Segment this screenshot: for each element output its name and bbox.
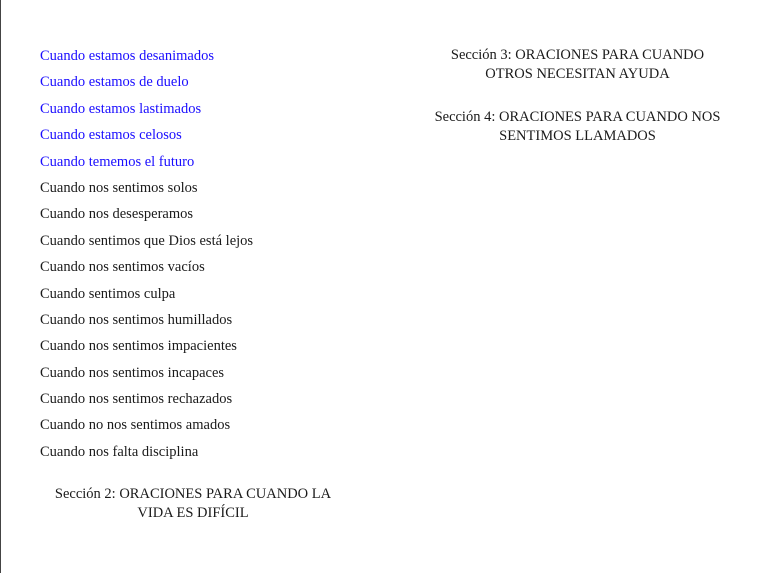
toc-item-link[interactable]: Cuando estamos desanimados xyxy=(40,48,214,64)
toc-item xyxy=(40,284,370,310)
toc-item-link[interactable]: Cuando estamos celosos xyxy=(40,127,182,144)
toc-item xyxy=(40,204,370,230)
toc-item-label: Cuando nos sentimos solos xyxy=(40,179,198,196)
toc-item-label: Cuando nos sentimos incapaces xyxy=(40,364,225,381)
toc-item[interactable] xyxy=(40,72,370,98)
toc-item[interactable] xyxy=(40,125,370,151)
toc-item-label: Cuando nos sentimos rechazados xyxy=(40,391,233,408)
toc-item-label: Cuando sentimos culpa xyxy=(40,285,176,302)
toc-left-column xyxy=(40,46,370,468)
toc-item-link[interactable]: Cuando estamos de duelo xyxy=(40,74,189,91)
section-4-heading[interactable]: Sección 4: ORACIONES PARA CUANDO NOS SENTIMOS LLAMADOS xyxy=(434,109,721,144)
toc-item[interactable] xyxy=(40,46,370,72)
toc-item xyxy=(40,415,370,441)
section-3-heading[interactable]: Sección 3: ORACIONES PARA CUANDO OTROS NECESITAN AYUDA xyxy=(450,47,705,82)
toc-item xyxy=(40,178,370,204)
toc-item-link[interactable]: Cuando tememos el futuro xyxy=(40,153,195,170)
toc-item-link[interactable]: Cuando estamos lastimados xyxy=(40,100,202,117)
toc-item xyxy=(40,363,370,389)
toc-item[interactable] xyxy=(40,152,370,178)
toc-item xyxy=(40,442,370,468)
toc-item-label: Cuando nos falta disciplina xyxy=(40,443,199,460)
toc-item-label: Cuando nos sentimos humillados xyxy=(40,311,233,328)
toc-item-label: Cuando sentimos que Dios está lejos xyxy=(40,232,254,249)
toc-item-label: Cuando nos desesperamos xyxy=(40,206,194,223)
toc-item-label: Cuando nos sentimos impacientes xyxy=(40,338,237,355)
toc-item[interactable] xyxy=(40,99,370,125)
toc-item xyxy=(40,310,370,336)
toc-item xyxy=(40,336,370,362)
toc-item-label: Cuando nos sentimos vacíos xyxy=(40,259,205,276)
toc-item xyxy=(40,231,370,257)
toc-item xyxy=(40,389,370,415)
toc-list xyxy=(40,46,370,468)
toc-right-column xyxy=(430,46,725,146)
toc-item xyxy=(40,257,370,283)
toc-item-label: Cuando no nos sentimos amados xyxy=(40,417,231,434)
section-2-heading[interactable]: Sección 2: ORACIONES PARA CUANDO LA VIDA ES DIFÍCIL xyxy=(54,486,332,521)
page-left-border xyxy=(0,0,1,573)
